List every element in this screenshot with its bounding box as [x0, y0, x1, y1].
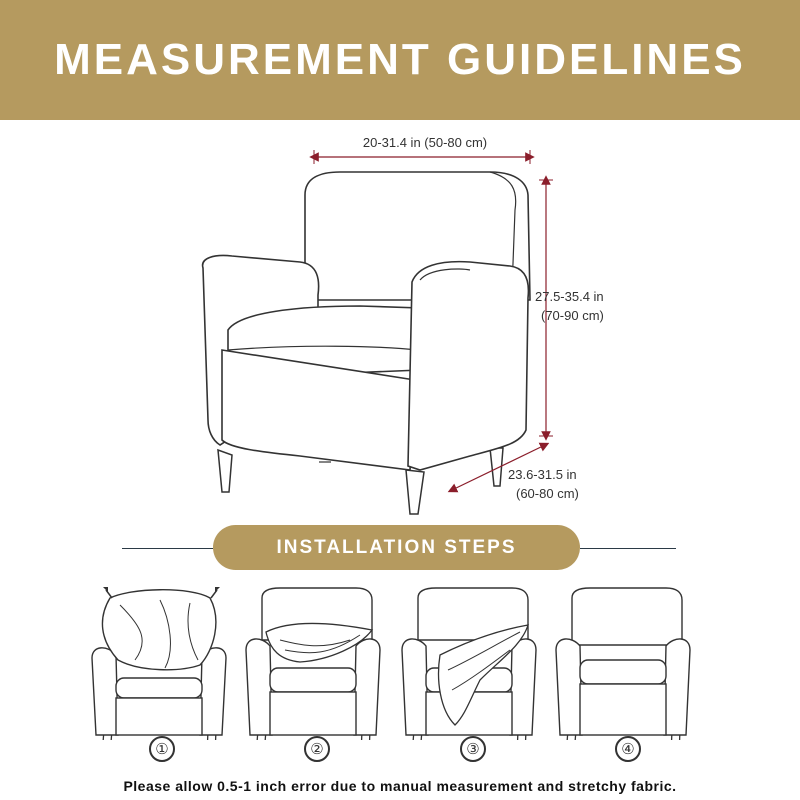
depth-cm: (60-80 cm): [516, 486, 579, 501]
step-4-chair: [556, 588, 690, 740]
depth-label: [508, 465, 579, 503]
header-banner: [0, 0, 800, 120]
fabric-cover: [102, 590, 215, 670]
step-1-chair: [92, 587, 226, 740]
chair-illustration: [0, 120, 800, 520]
footer-note: Please allow 0.5-1 inch error due to manual measurement and stretchy fabric.: [123, 778, 677, 794]
installation-steps-header: [213, 525, 580, 570]
depth-in: 23.6-31.5 in: [508, 467, 577, 482]
steps-illustration: [0, 580, 800, 740]
step-2-chair: [246, 588, 380, 740]
divider-right: [580, 548, 676, 549]
width-label: 20-31.4 in (50-80 cm): [362, 135, 488, 150]
height-label: [535, 287, 604, 325]
chair-leg-right: [490, 448, 503, 486]
height-in: 27.5-35.4 in: [535, 289, 604, 304]
step-1-number: ①: [149, 736, 175, 762]
step-3-chair: [402, 588, 536, 740]
step-4-number: ④: [615, 736, 641, 762]
height-cm: (70-90 cm): [541, 308, 604, 323]
installation-steps-title: INSTALLATION STEPS: [276, 536, 517, 558]
chair-leg-back-left: [218, 450, 232, 492]
step-2-number: ②: [304, 736, 330, 762]
page-title: MEASUREMENT GUIDELINES: [54, 35, 746, 84]
chair-right-arm: [408, 262, 528, 470]
step-3-number: ③: [460, 736, 486, 762]
divider-left: [122, 548, 213, 549]
chair-leg-front: [406, 470, 424, 514]
